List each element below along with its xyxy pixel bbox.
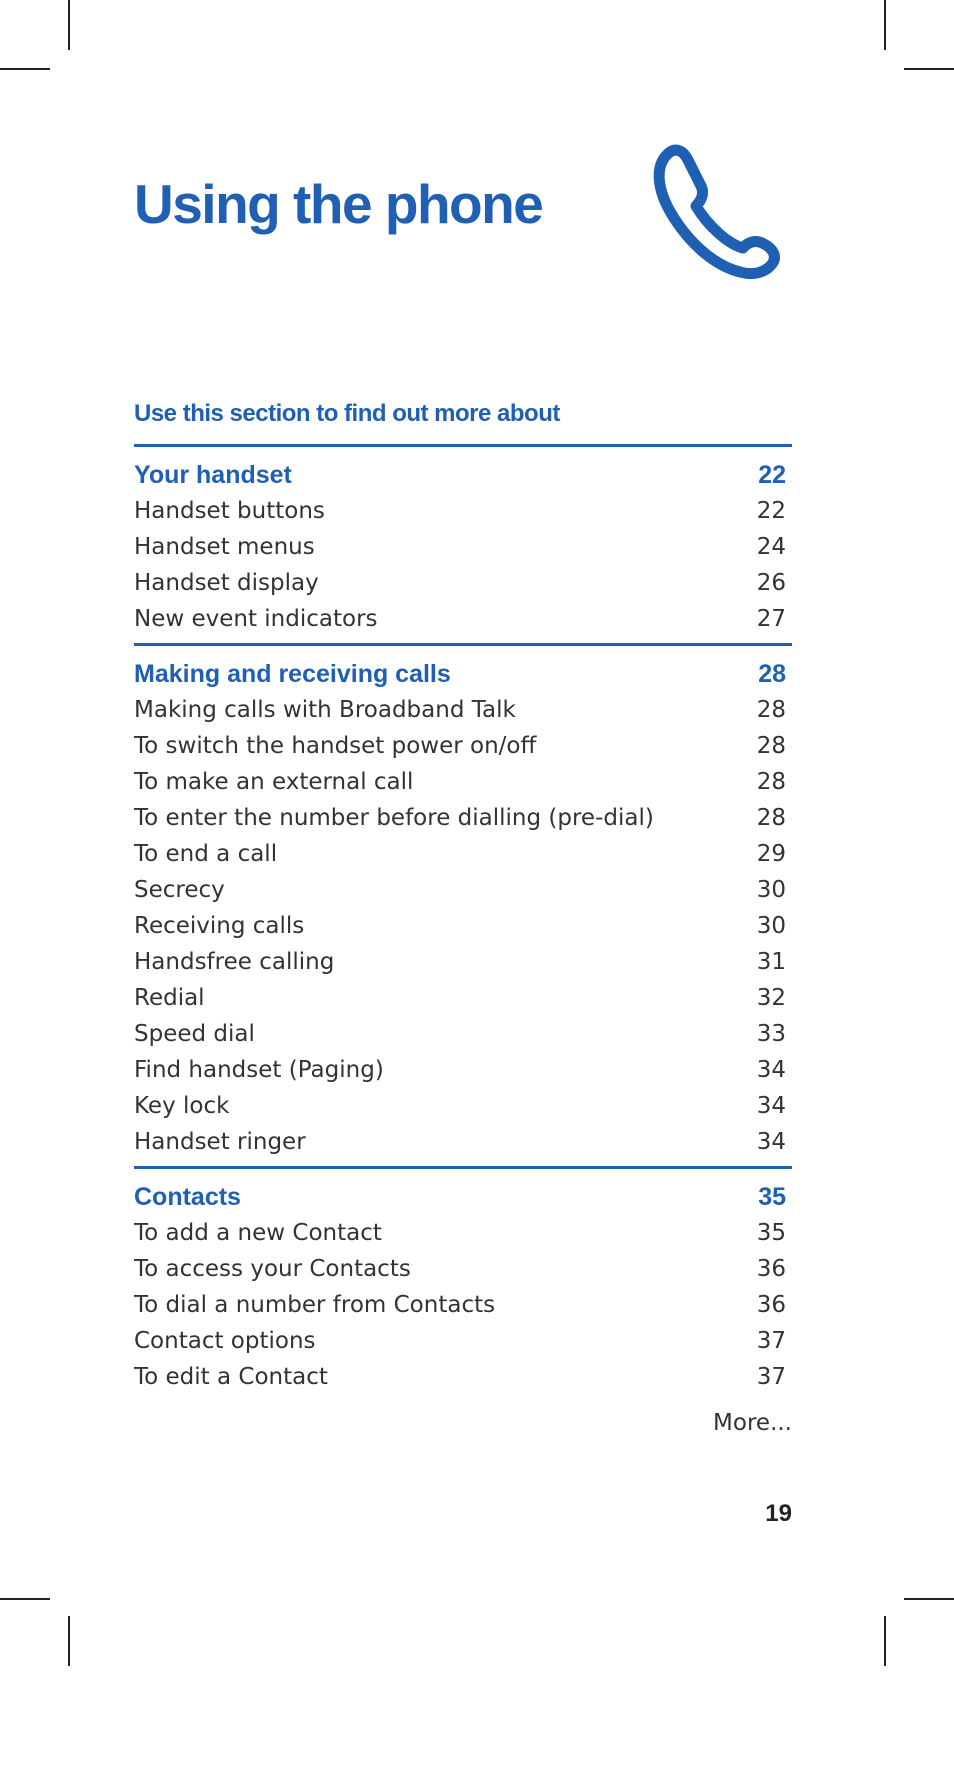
toc-entry[interactable] — [134, 728, 792, 764]
table-of-contents — [134, 444, 792, 1401]
toc-entry-page: 29 — [756, 841, 786, 867]
toc-entry-label: Handset ringer — [134, 1129, 306, 1155]
toc-entry-label: To enter the number before dialling (pre-dial) — [134, 805, 654, 831]
toc-section — [134, 444, 792, 643]
toc-entry-label: New event indicators — [134, 606, 378, 632]
toc-entry-page: 34 — [756, 1129, 786, 1155]
toc-entry[interactable] — [134, 493, 792, 529]
toc-entry-label: To end a call — [134, 841, 278, 867]
toc-entry[interactable] — [134, 565, 792, 601]
toc-entry-page: 24 — [756, 534, 786, 560]
toc-entry[interactable] — [134, 800, 792, 836]
toc-entry-label: To dial a number from Contacts — [134, 1292, 496, 1318]
toc-entry-page: 31 — [756, 949, 786, 975]
toc-entry[interactable] — [134, 1124, 792, 1160]
toc-section — [134, 1166, 792, 1401]
toc-section — [134, 643, 792, 1166]
toc-section-heading[interactable] — [134, 1179, 792, 1215]
toc-entry-page: 34 — [756, 1057, 786, 1083]
toc-entry[interactable] — [134, 1359, 792, 1395]
toc-entry[interactable] — [134, 980, 792, 1016]
toc-entry[interactable] — [134, 692, 792, 728]
toc-entry[interactable] — [134, 944, 792, 980]
toc-entry-label: To add a new Contact — [134, 1220, 382, 1246]
toc-entry[interactable] — [134, 908, 792, 944]
toc-entry-label: To switch the handset power on/off — [134, 733, 537, 759]
toc-entry-label: Redial — [134, 985, 205, 1011]
toc-entry[interactable] — [134, 1287, 792, 1323]
toc-entry-page: 22 — [756, 498, 786, 524]
toc-entry-page: 26 — [756, 570, 786, 596]
toc-entry-label: Find handset (Paging) — [134, 1057, 384, 1083]
toc-entry-page: 37 — [756, 1364, 786, 1390]
toc-entry-page: 36 — [756, 1292, 786, 1318]
toc-entry-label: To make an external call — [134, 769, 414, 795]
toc-entry-page: 35 — [756, 1220, 786, 1246]
crop-mark — [904, 1598, 954, 1600]
toc-entry[interactable] — [134, 1088, 792, 1124]
toc-entry-label: Handsfree calling — [134, 949, 335, 975]
toc-section-heading[interactable] — [134, 656, 792, 692]
toc-entry-page: 32 — [756, 985, 786, 1011]
page-title: Using the phone — [134, 173, 543, 235]
crop-mark — [68, 1616, 70, 1666]
toc-entry-page: 36 — [756, 1256, 786, 1282]
toc-section-title: Contacts — [134, 1182, 241, 1211]
toc-entry[interactable] — [134, 1052, 792, 1088]
toc-entry-page: 30 — [756, 877, 786, 903]
crop-mark — [904, 68, 954, 70]
phone-handset-icon — [648, 138, 798, 288]
crop-mark — [0, 1598, 50, 1600]
toc-entry-label: Handset menus — [134, 534, 315, 560]
toc-entry-page: 37 — [756, 1328, 786, 1354]
toc-section-page: 28 — [758, 659, 786, 688]
crop-mark — [0, 68, 50, 70]
toc-entry-page: 33 — [756, 1021, 786, 1047]
toc-entry[interactable] — [134, 836, 792, 872]
toc-section-page: 35 — [758, 1182, 786, 1211]
toc-entry-page: 28 — [756, 733, 786, 759]
toc-entry-label: Handset display — [134, 570, 319, 596]
toc-entry[interactable] — [134, 601, 792, 637]
crop-mark — [68, 0, 70, 50]
toc-entry-label: Contact options — [134, 1328, 316, 1354]
toc-entry-page: 30 — [756, 913, 786, 939]
toc-entry-label: Receiving calls — [134, 913, 305, 939]
section-intro: Use this section to find out more about — [134, 400, 560, 427]
toc-entry[interactable] — [134, 872, 792, 908]
toc-entry-page: 34 — [756, 1093, 786, 1119]
toc-section-title: Your handset — [134, 460, 292, 489]
crop-mark — [884, 1616, 886, 1666]
toc-entry[interactable] — [134, 1323, 792, 1359]
toc-section-page: 22 — [758, 460, 786, 489]
toc-section-heading[interactable] — [134, 457, 792, 493]
toc-entry[interactable] — [134, 1251, 792, 1287]
more-link: More... — [713, 1410, 792, 1436]
toc-entry-label: Speed dial — [134, 1021, 255, 1047]
toc-entry[interactable] — [134, 1016, 792, 1052]
crop-mark — [884, 0, 886, 50]
toc-entry[interactable] — [134, 1215, 792, 1251]
toc-entry-page: 27 — [756, 606, 786, 632]
toc-entry[interactable] — [134, 764, 792, 800]
toc-section-title: Making and receiving calls — [134, 659, 451, 688]
toc-entry-page: 28 — [756, 805, 786, 831]
toc-entry-page: 28 — [756, 769, 786, 795]
toc-entry-label: To access your Contacts — [134, 1256, 411, 1282]
toc-entry-label: Secrecy — [134, 877, 225, 903]
toc-entry-label: Handset buttons — [134, 498, 325, 524]
toc-entry-label: To edit a Contact — [134, 1364, 328, 1390]
toc-entry-label: Key lock — [134, 1093, 230, 1119]
toc-entry-page: 28 — [756, 697, 786, 723]
toc-entry-label: Making calls with Broadband Talk — [134, 697, 516, 723]
page-number: 19 — [765, 1500, 792, 1527]
toc-entry[interactable] — [134, 529, 792, 565]
